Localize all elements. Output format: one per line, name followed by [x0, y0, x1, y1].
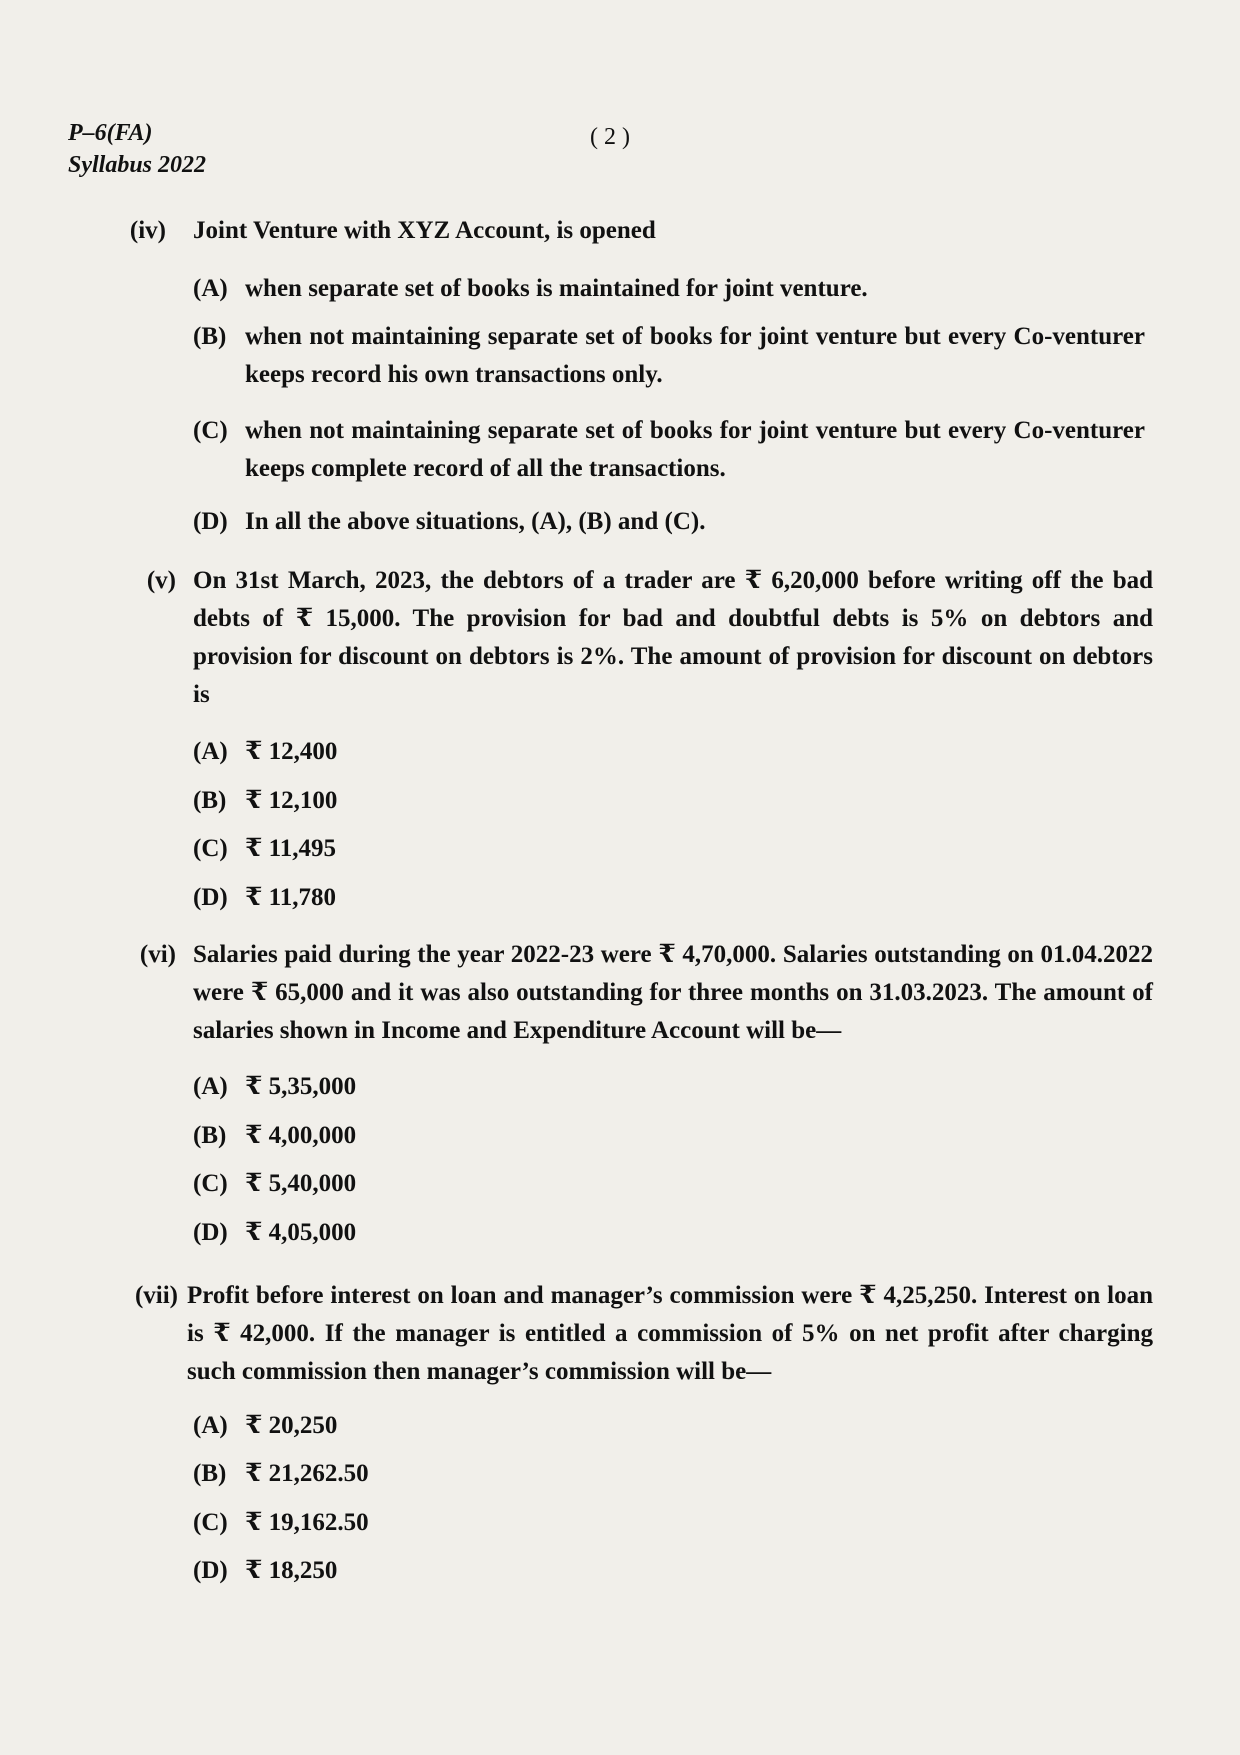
question-text: On 31st March, 2023, the debtors of a trader are ₹ 6,20,000 before writing off the bad debts of ₹ 15,000. The provision for bad and doubtful debts is 5% on debtors and provision for discount on debtors is 2%. The amount of provision for discount on debtors is: [193, 567, 1153, 708]
question-number: (iv): [129, 217, 166, 244]
option-d: [193, 503, 1153, 541]
question-number: (vi): [139, 941, 176, 968]
syllabus-label: Syllabus 2022: [68, 152, 207, 178]
question-iv: [0, 212, 1240, 252]
question-number: (vii): [134, 1282, 178, 1309]
option-label: (B): [193, 323, 227, 350]
question-text: Salaries paid during the year 2022-23 were ₹ 4,70,000. Salaries outstanding on 01.04.2022 were ₹ 65,000 and it was also outstanding for three months on 31.03.2023. The amount of salaries shown in Income and Expenditure Account will be—: [193, 941, 1153, 1044]
option-label: (A): [193, 1412, 228, 1439]
option-text: ₹ 4,00,000: [245, 1122, 357, 1149]
option-text: ₹ 5,40,000: [245, 1170, 357, 1197]
option-text: In all the above situations, (A), (B) and (C).: [245, 508, 706, 535]
option-c: [193, 1504, 369, 1542]
option-label: (B): [193, 787, 227, 814]
option-a: [193, 270, 1153, 308]
option-label: (A): [193, 1073, 228, 1100]
option-label: (D): [193, 1557, 228, 1584]
option-text: ₹ 21,262.50: [245, 1460, 369, 1487]
option-text: ₹ 19,162.50: [245, 1509, 369, 1536]
option-text: ₹ 4,05,000: [245, 1219, 357, 1246]
option-b: [193, 782, 337, 820]
option-text: ₹ 12,400: [245, 738, 338, 765]
option-b: [193, 318, 1153, 394]
option-label: (B): [193, 1460, 227, 1487]
question-number: (v): [146, 567, 176, 594]
paper-code: P–6(FA): [68, 120, 153, 146]
option-label: (C): [193, 835, 228, 862]
question-text: Profit before interest on loan and manager’s commission were ₹ 4,25,250. Interest on loan is ₹ 42,000. If the manager is entitled a commission of 5% on net profit after charging such commission then manager’s commission will be—: [187, 1282, 1153, 1385]
option-label: (C): [193, 1170, 228, 1197]
option-a: [193, 733, 337, 771]
option-label: (D): [193, 884, 228, 911]
option-d: [193, 1552, 337, 1590]
option-label: (C): [193, 417, 228, 444]
option-d: [193, 879, 336, 917]
option-label: (A): [193, 275, 228, 302]
option-label: (A): [193, 738, 228, 765]
option-text: ₹ 12,100: [245, 787, 338, 814]
option-label: (D): [193, 1219, 228, 1246]
option-b: [193, 1455, 369, 1493]
question-v: [0, 562, 1240, 722]
page-number: ( 2 ): [590, 124, 630, 150]
option-label: (D): [193, 508, 228, 535]
option-text: ₹ 11,780: [245, 884, 337, 911]
option-b: [193, 1117, 356, 1155]
option-label: (B): [193, 1122, 227, 1149]
question-vii: [0, 1277, 1240, 1397]
option-d: [193, 1214, 356, 1252]
question-vi: [0, 936, 1240, 1056]
option-c: [193, 1165, 356, 1203]
option-text: ₹ 18,250: [245, 1557, 338, 1584]
option-text: ₹ 5,35,000: [245, 1073, 357, 1100]
option-a: [193, 1068, 356, 1106]
option-text: when separate set of books is maintained for joint venture.: [245, 275, 868, 302]
option-label: (C): [193, 1509, 228, 1536]
question-text: Joint Venture with XYZ Account, is opened: [193, 217, 656, 244]
option-text: when not maintaining separate set of books for joint venture but every Co-venturer keeps record his own transactions only.: [245, 323, 1145, 388]
option-c: [193, 830, 336, 868]
option-text: ₹ 11,495: [245, 835, 337, 862]
option-text: ₹ 20,250: [245, 1412, 338, 1439]
option-a: [193, 1407, 337, 1445]
option-text: when not maintaining separate set of books for joint venture but every Co-venturer keeps complete record of all the transactions.: [245, 417, 1145, 482]
option-c: [193, 412, 1153, 488]
